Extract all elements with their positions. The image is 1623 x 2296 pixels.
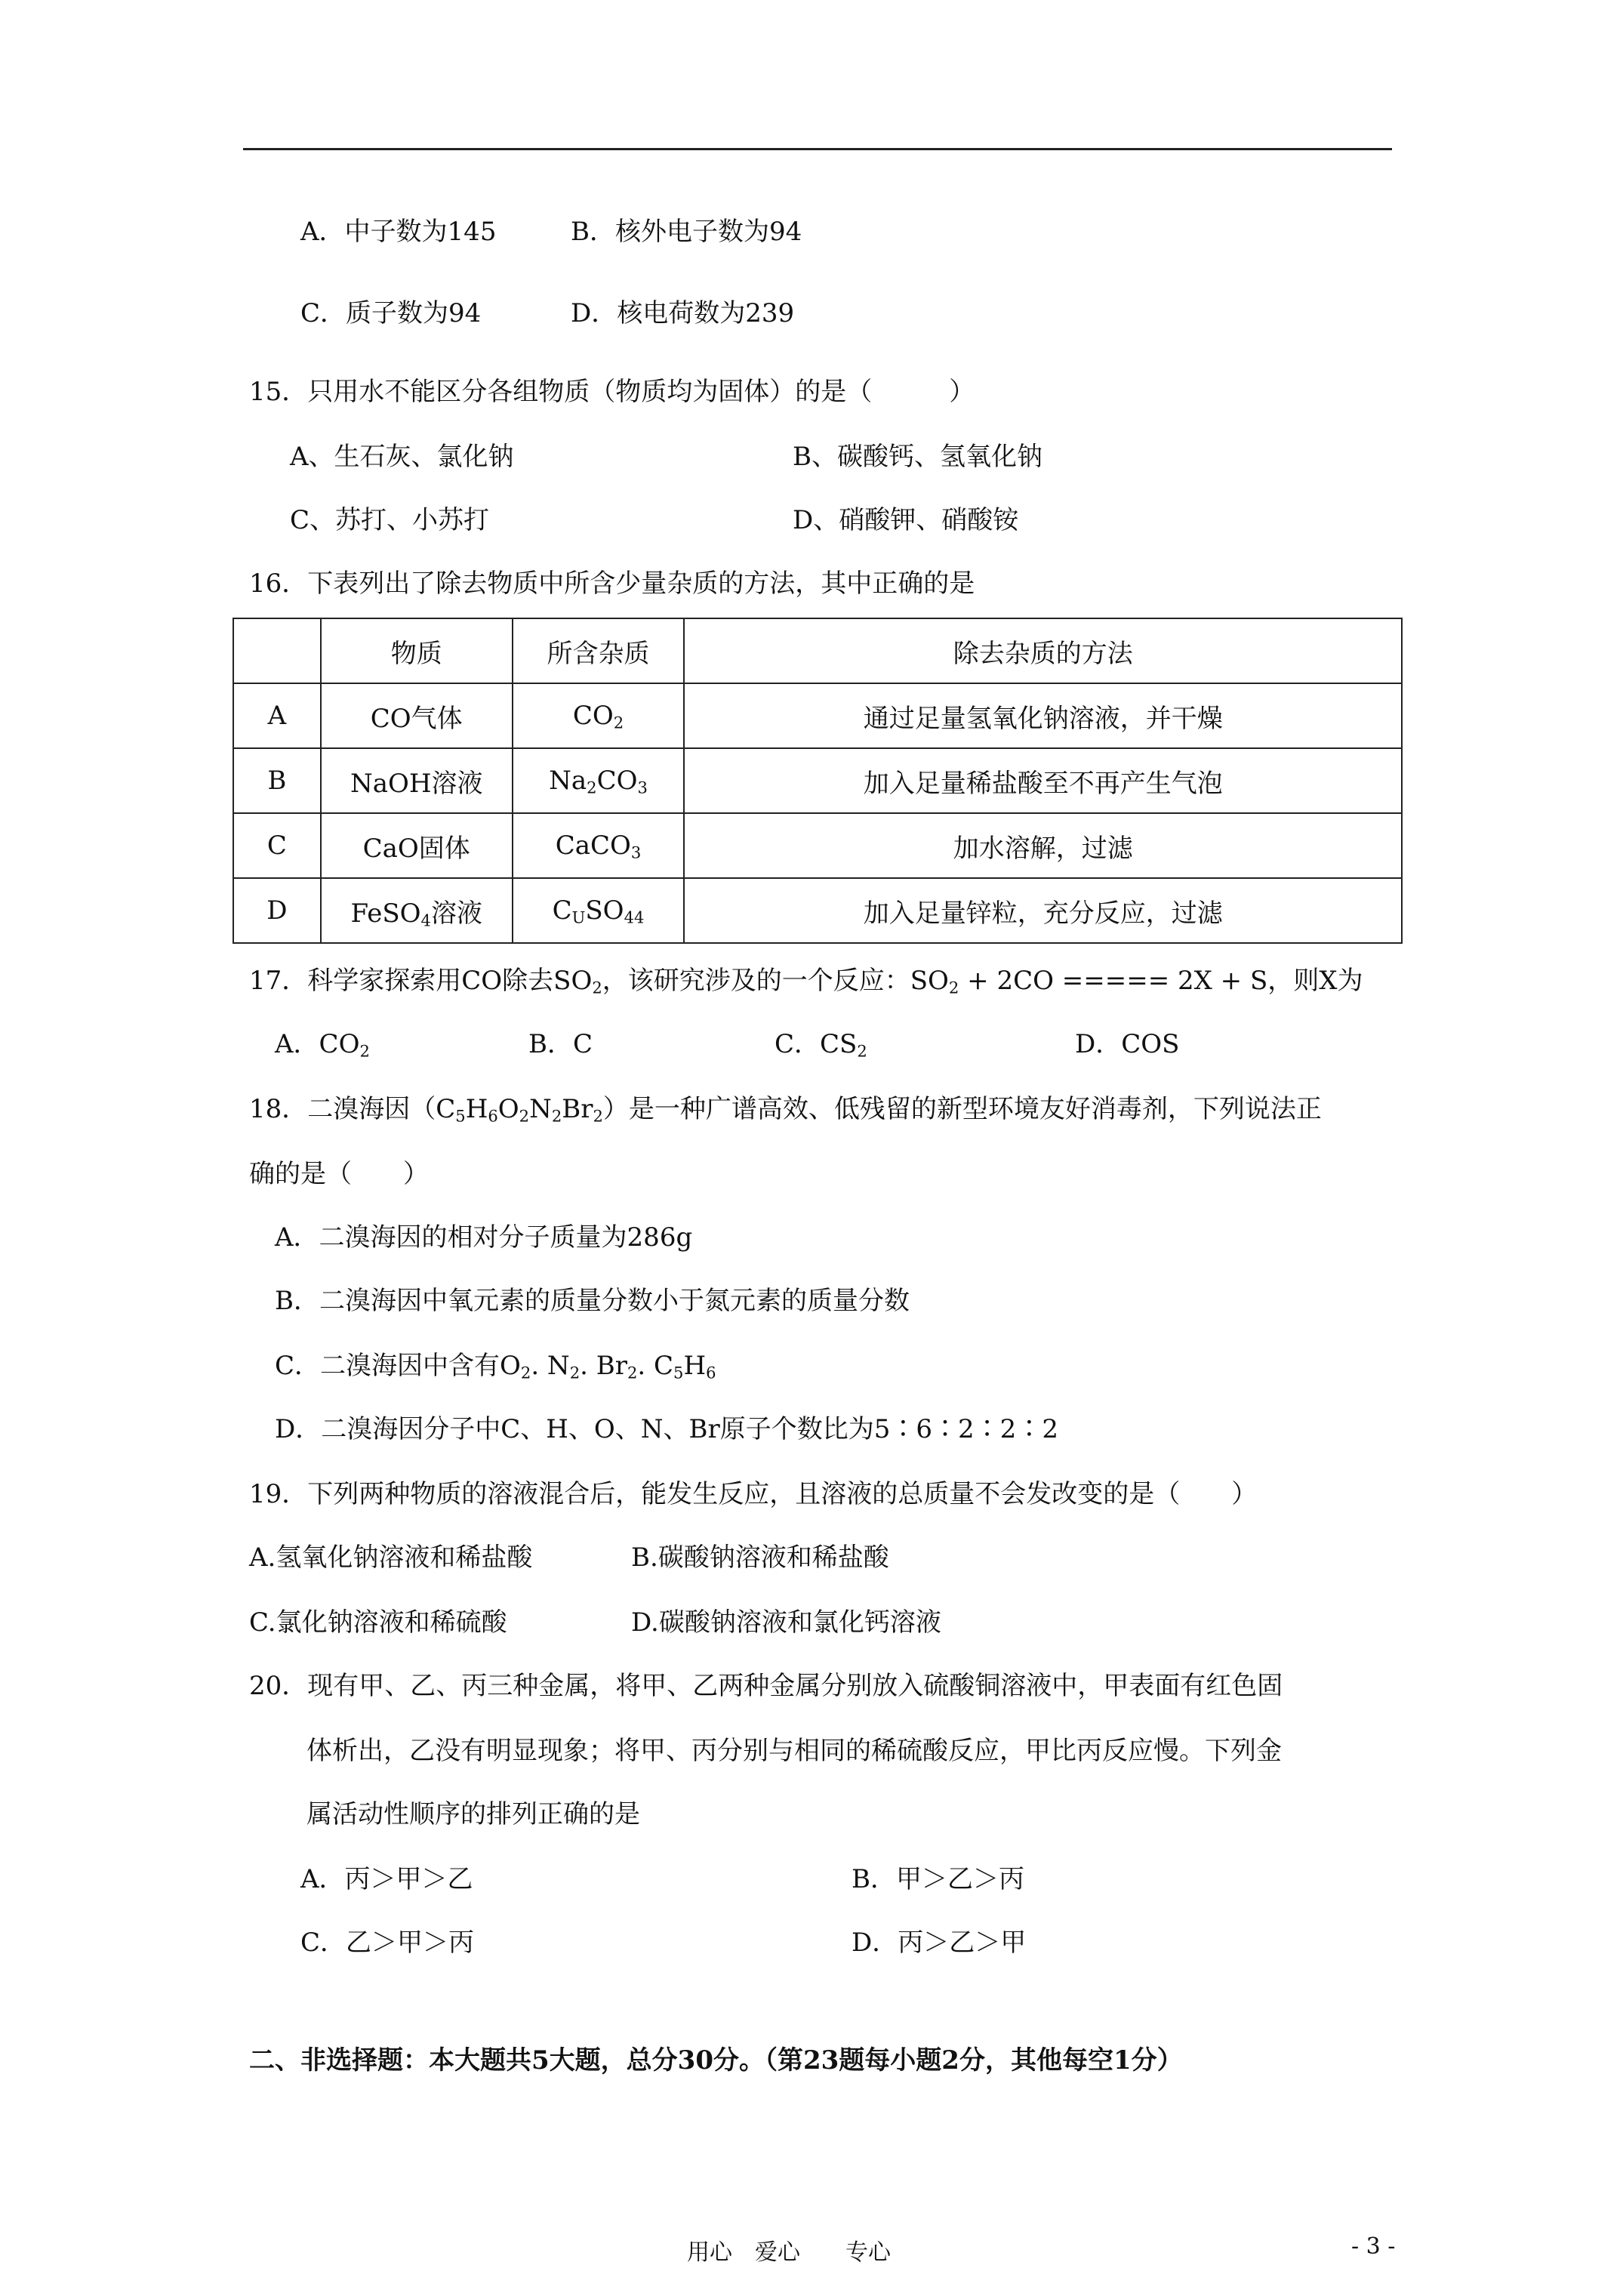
q18-stem-line1: 18．二溴海因$(C_5H_6O_2N_2Br_2)$是一种广谱高效、低残留的新型环境友好消毒剂，下列说法正 (249, 1094, 1322, 1126)
q14-option-a: A．中子数为145 (300, 217, 497, 247)
impurity-cell: $C_USO_{44}$ (513, 878, 685, 943)
q17-stem: 17．科学家探索用CO除去$SO_2$，该研究涉及的一个反应：$SO_2 + 2CO$ ===== 2X + S，则X为 (249, 966, 1363, 997)
impurity-table (233, 618, 1403, 944)
impurity-cell: $Na_2CO_3$ (513, 748, 685, 813)
table-row (233, 878, 1402, 943)
q20-stem-line1: 20．现有甲、乙、丙三种金属，将甲、乙两种金属分别放入硫酸铜溶液中，甲表面有红色固 (249, 1671, 1283, 1701)
method-cell: 加入足量稀盐酸至不再产生气泡 (684, 748, 1402, 813)
q19-stem: 19．下列两种物质的溶液混合后，能发生反应，且溶液的总质量不会发改变的是（ ） (249, 1479, 1258, 1509)
q20-option-c: C．乙＞甲＞丙 (300, 1928, 475, 1958)
q20-stem-line3: 属活动性顺序的排列正确的是 (306, 1799, 640, 1829)
q17-stem-mid: ，该研究涉及的一个反应：SO (602, 966, 949, 996)
method-cell: 加入足量锌粒，充分反应，过滤 (684, 878, 1402, 943)
table-row (233, 748, 1402, 813)
q17-option-a: A．$CO_2$ (275, 1029, 370, 1061)
q17-stem-eq: + 2CO ===== 2X + S，则X为 (959, 966, 1363, 996)
q15-option-c: C、苏打、小苏打 (290, 505, 490, 535)
q20-option-d: D．丙＞乙＞甲 (852, 1928, 1027, 1958)
row-label: A (233, 683, 321, 748)
footer-motto: 用心 爱心 专心 (687, 2239, 891, 2266)
impurity-cell: $CO_2$ (513, 683, 685, 748)
impurity-cell: CaCO$_3$ (513, 813, 685, 878)
table-row (233, 683, 1402, 748)
table-header-cell: 物质 (321, 618, 513, 683)
row-label: D (233, 878, 321, 943)
table-row (233, 813, 1402, 878)
q18-option-b: B．二溴海因中氧元素的质量分数小于氮元素的质量分数 (275, 1286, 910, 1316)
substance-cell: CaO固体 (321, 813, 513, 878)
table-header-row (233, 618, 1402, 683)
q14-option-d: D．核电荷数为239 (571, 298, 795, 328)
q20-stem-line2: 体析出，乙没有明显现象；将甲、丙分别与相同的稀硫酸反应，甲比丙反应慢。下列金 (306, 1736, 1282, 1766)
q19-option-d: D.碳酸钠溶液和氯化钙溶液 (631, 1607, 941, 1638)
substance-cell: NaOH溶液 (321, 748, 513, 813)
q18-option-a: A．二溴海因的相对分子质量为286g (275, 1222, 693, 1253)
q17-option-b: B．C (528, 1029, 593, 1059)
q17-option-d: D．COS (1075, 1029, 1180, 1059)
q15-stem: 15．只用水不能区分各组物质（物质均为固体）的是（ ） (249, 377, 975, 407)
q20-option-a: A．丙＞甲＞乙 (300, 1864, 473, 1894)
q15-option-b: B、碳酸钙、氢氧化钠 (793, 442, 1042, 472)
row-label: B (233, 748, 321, 813)
q19-option-a: A.氢氧化钠溶液和稀盐酸 (249, 1542, 533, 1573)
q16-stem: 16．下表列出了除去物质中所含少量杂质的方法，其中正确的是 (249, 569, 975, 599)
table-header-cell: 除去杂质的方法 (684, 618, 1402, 683)
q15-option-a: A、生石灰、氯化钠 (290, 442, 514, 472)
q20-option-b: B．甲＞乙＞丙 (852, 1864, 1024, 1894)
table-header-cell (233, 618, 321, 683)
q14-option-c: C．质子数为94 (300, 298, 482, 328)
q18-stem-line2: 确的是（ ） (249, 1159, 429, 1189)
q14-option-b: B．核外电子数为94 (571, 217, 802, 247)
header-rule (243, 148, 1392, 150)
q17-option-c: C．$CS_2$ (775, 1029, 867, 1061)
q15-option-d: D、硝酸钾、硝酸铵 (793, 505, 1019, 535)
table-header-cell: 所含杂质 (513, 618, 685, 683)
q17-stem-prefix: 17．科学家探索用CO除去SO (249, 966, 593, 996)
section-two-heading: 二、非选择题：本大题共5大题，总分30分。（第23题每小题2分，其他每空1分） (249, 2045, 1183, 2076)
row-label: C (233, 813, 321, 878)
q19-option-b: B.碳酸钠溶液和稀盐酸 (631, 1542, 889, 1573)
page-number: - 3 - (1351, 2233, 1396, 2260)
substance-cell: FeSO$_4$溶液 (321, 878, 513, 943)
q18-option-c: C．二溴海因中含有$O_2$. $N_2$. $Br_2$. $C_5H_6$ (275, 1351, 716, 1382)
q19-option-c: C.氯化钠溶液和稀硫酸 (249, 1607, 507, 1638)
method-cell: 加水溶解，过滤 (684, 813, 1402, 878)
substance-cell: CO气体 (321, 683, 513, 748)
method-cell: 通过足量氢氧化钠溶液，并干燥 (684, 683, 1402, 748)
q18-option-d: D．二溴海因分子中C、H、O、N、Br原子个数比为5∶6∶2∶2∶2 (275, 1414, 1058, 1444)
